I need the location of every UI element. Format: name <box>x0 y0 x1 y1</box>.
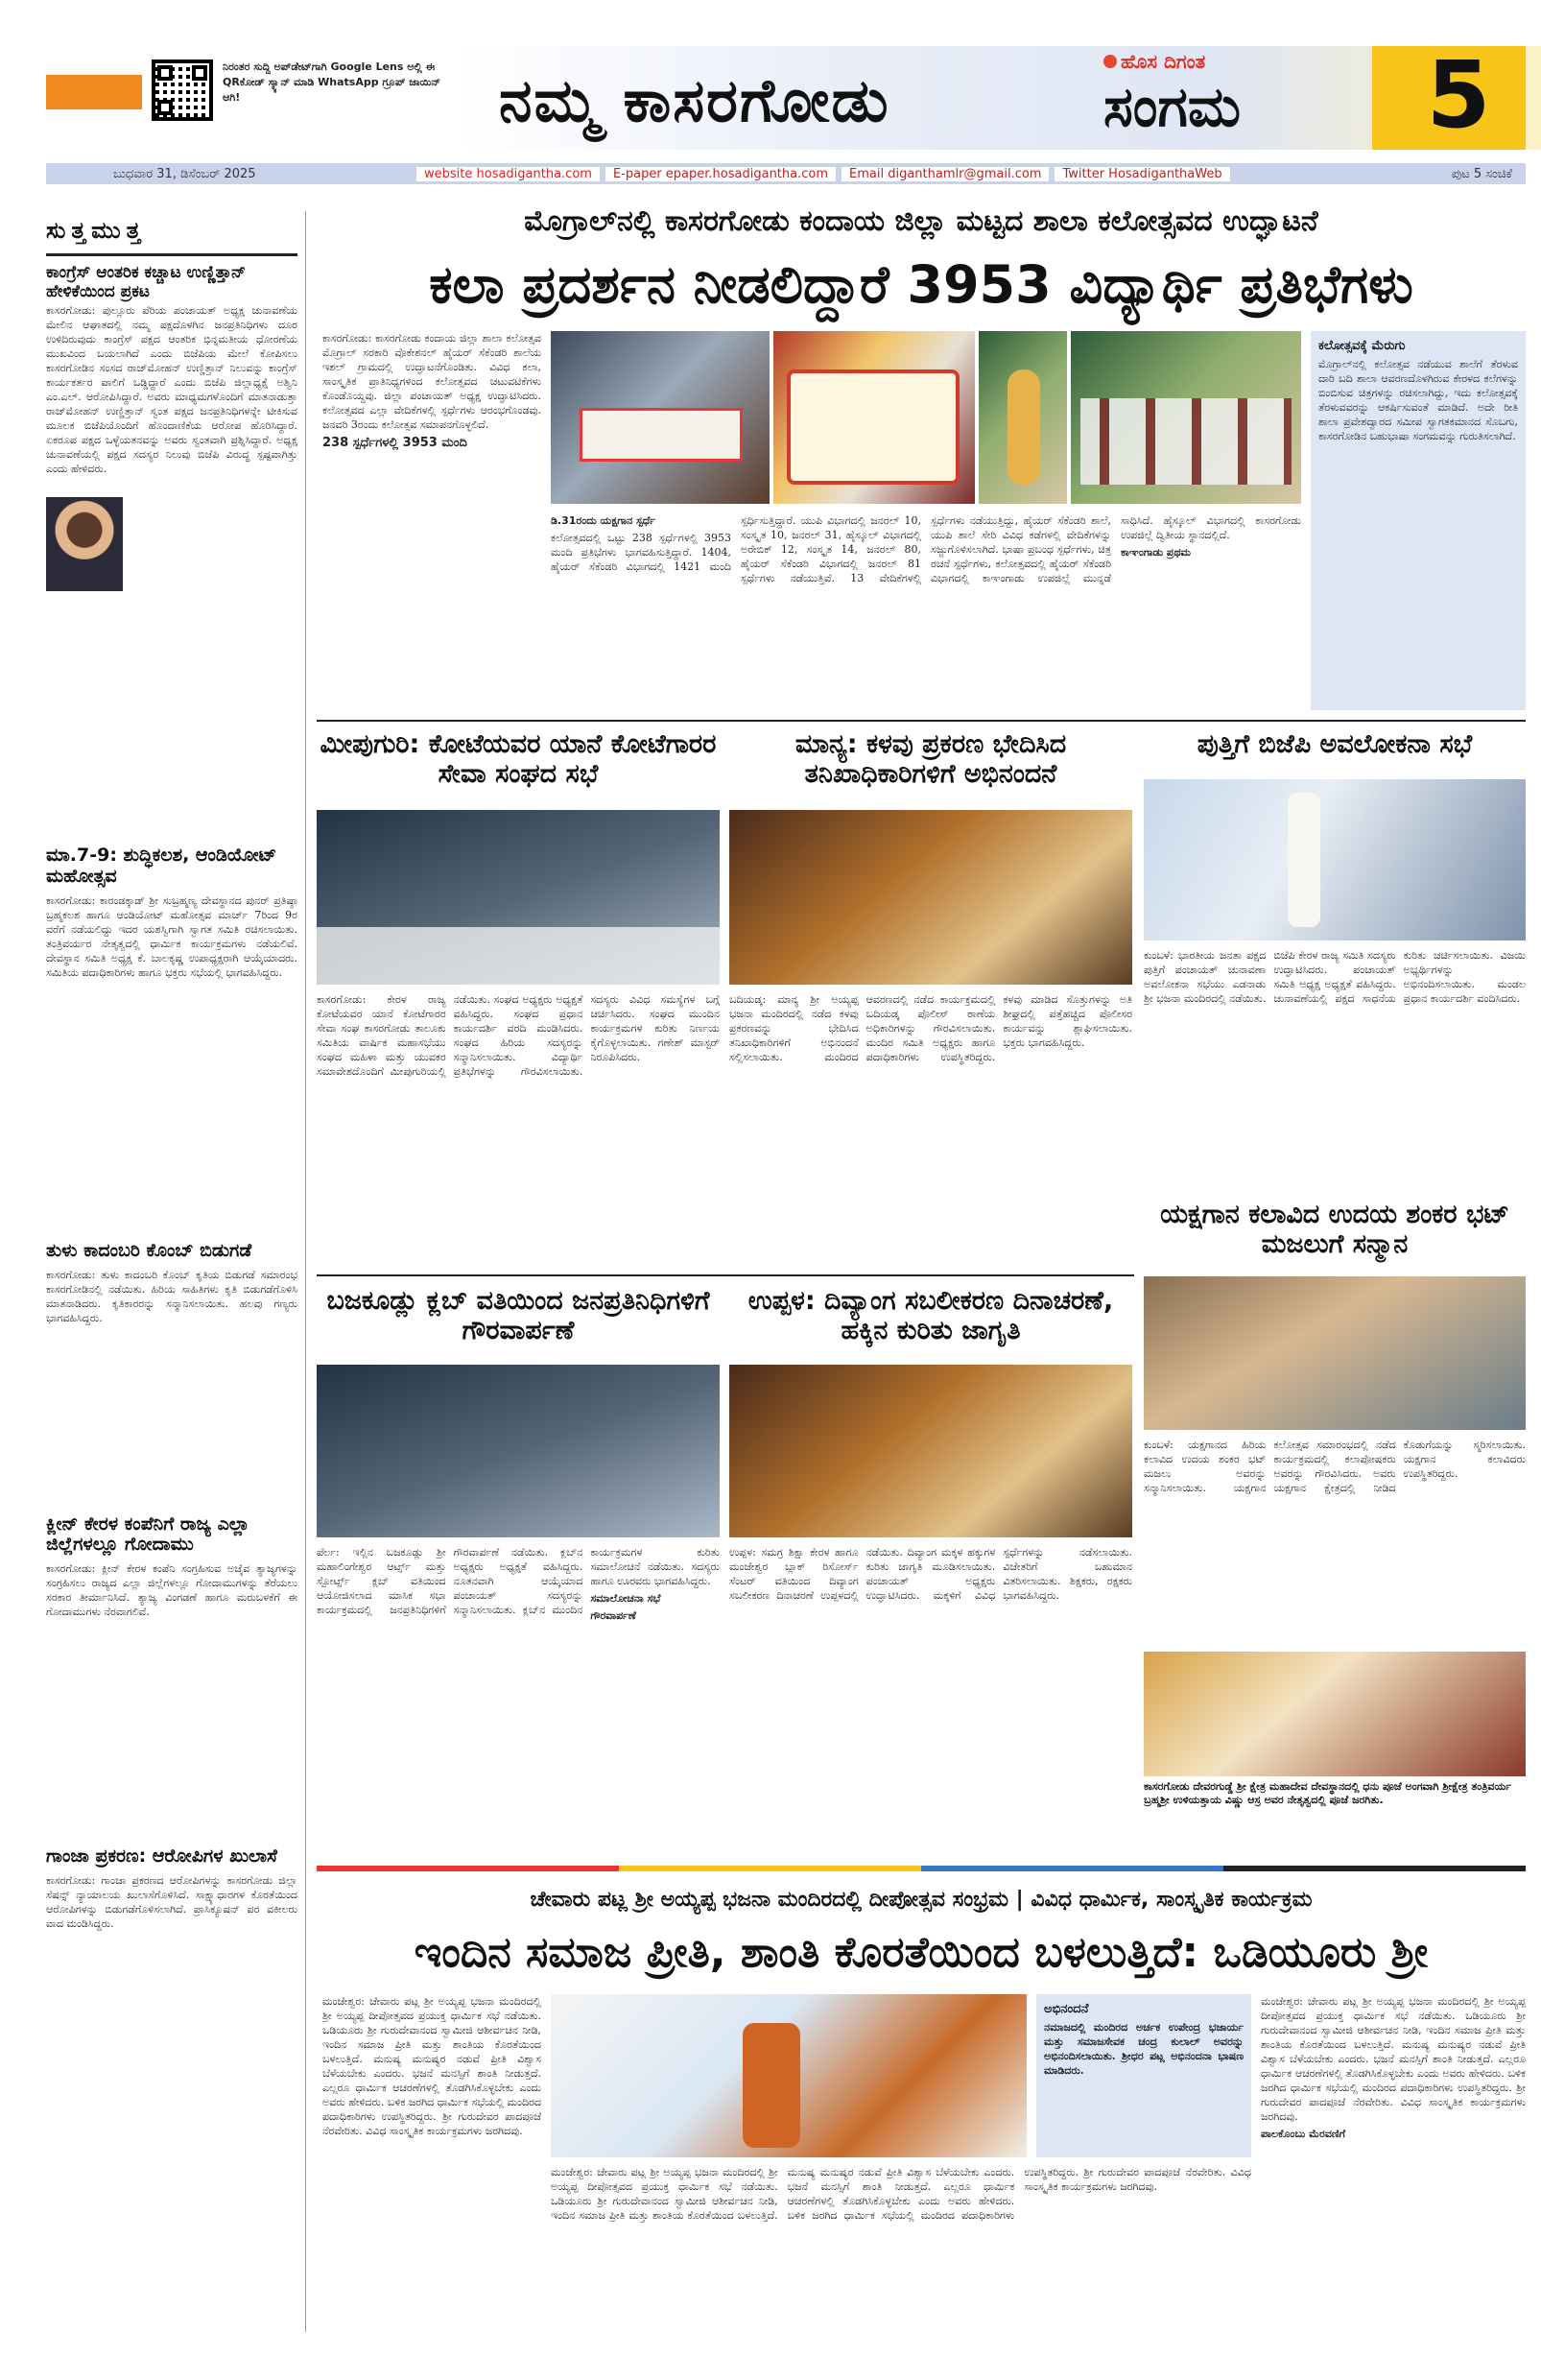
color-divider-bar <box>317 1866 1526 1871</box>
story-mipuguri <box>317 729 720 1267</box>
page-number: 5 <box>1426 41 1491 149</box>
story-uppala <box>729 1286 1132 1852</box>
lead-intro-text: ಕಾಸರಗೋಡು: ಕಾಸರಗೋಡು ಕಂದಾಯ ಜಿಲ್ಲಾ ಶಾಲಾ ಕಲೋತ್ಸವ ಮೊಗ್ರಾಲ್ ಸರಕಾರಿ ವೊಕೇಶನಲ್ ಹೈಯರ್ ಸೆಕೆಂಡರಿ ಶಾಲೆಯ ಇಶಲ್ ಗ್ರಾಮದಲ್ಲಿ ಉದ್ಘಾಟನೆಗೊಂಡಿತು. ವಿವಿಧ ಕಲಾ, ಸಾಂಸ್ಕೃತಿಕ ಪ್ರಾತಿನಿಧ್ಯಗಳಿಂದ ಕಲೋತ್ಸವದ ಚಟುವಟಿಕೆಗಳು ಕೊಂಡೊಯ್ದವು. ಜಿಲ್ಲಾ ಪಂಚಾಯತ್ ಅಧ್ಯಕ್ಷ ಉದ್ಘಾಟಿಸಿದರು. ಕಲೋತ್ಸವದ ಎಲ್ಲಾ ವೇದಿಕೆಗಳಲ್ಲಿ ಸ್ಪರ್ಧೆಗಳು ಆರಂಭಗೊಂಡವು. ಜನವರಿ 3ರಂದು ಕಲೋತ್ಸವ ಸಮಾಪನಗೊಳ್ಳಲಿದೆ. <box>322 332 541 431</box>
sidebar-story-body: ಕಾಸರಗೋಡು: ತುಳು ಕಾದಂಬರಿ ಕೊಂಬ್ ಕೃತಿಯ ಬಿಡುಗಡೆ ಸಮಾರಂಭ ಕಾಸರಗೋಡಿನಲ್ಲಿ ನಡೆಯಿತು. ಹಿರಿಯ ಸಾಹಿತಿಗಳು ಕೃತಿ ಬಿಡುಗಡೆಗೊಳಿಸಿ ಮಾತನಾಡಿದರು. ಕೃತಿಕಾರರನ್ನು ಸನ್ಮಾನಿಸಲಾಯಿತು. ಹಲವು ಗಣ್ಯರು ಭಾಗವಹಿಸಿದ್ದರು. <box>46 1268 297 1324</box>
lead-photo-procession <box>551 331 770 504</box>
sidebar-story-congress <box>46 264 297 836</box>
supplement-name: ಸಂಗಮ <box>1103 74 1242 139</box>
bottom-body-right <box>1261 1994 1526 2320</box>
twitter-link[interactable]: Twitter HosadiganthaWeb <box>1055 167 1229 181</box>
qr-code-icon <box>152 60 213 121</box>
paper-name: ಹೊಸ ದಿಗಂತ <box>1121 50 1206 73</box>
lead-photo-dancer <box>979 331 1067 504</box>
bottom-box-title: ಅಭಿನಂದನೆ <box>1044 2002 1089 2016</box>
story-subhead-meeting: ಸಮಾಲೋಚನಾ ಸಭೆ <box>590 1592 661 1605</box>
lead-photo-banner <box>773 331 975 504</box>
story-headline: ಉಪ್ಪಳ: ದಿವ್ಯಾಂಗ ಸಬಲೀಕರಣ ದಿನಾಚರಣೆ, ಹಕ್ಕಿನ ಕುರಿತು ಜಾಗೃತಿ <box>747 1286 1114 1346</box>
story-manya <box>729 729 1132 1267</box>
sidebar-story-body: ಕಾಸರಗೋಡು: ಪುಲ್ಲೂರು ಪೆರಿಯ ಪಂಚಾಯತ್ ಅಧ್ಯಕ್ಷ ಚುನಾವಣೆಯ ಮೇಲಿನ ಆಘಾತದಲ್ಲಿ ನಮ್ಮ ಪಕ್ಷದೊಳಗಿನ ಜನಪ್ರತಿನಿಧಿಗಳು ದೂರ ಉಳಿದಿರುವುದು ಕಾಂಗ್ರೆಸ್ ಪಕ್ಷದ ಆಂತರಿಕ ಭಿನ್ನಮತೀಯ ಧೋರಣೆಯ ಮುಖವಿಂದ ಬಯಲಾಗಿದೆ ಎಂದು ಬಿಜೆಪಿಯ ಮೇಲೆ ಕೋಪಿಸಲು ಕಾಸರಗೋಡಿನ ಸಂಸದ ರಾಜ್‌ಮೋಹನ್ ಉಣ್ಣಿತ್ತಾನ್ ನಿಲುವನ್ನು ಕಾಂಗ್ರೆಸ್ ಕಾರ್ಯಕರ್ತರ ಪಾಲಿಗೆ ಒಡ್ಡಿದ್ದಾರೆ ಎಂದು ಬಿಜೆಪಿ ಜಿಲ್ಲಾಧ್ಯಕ್ಷೆ ಅಶ್ವಿನಿ ಎಂ.ಎಲ್. ಆರೋಪಿಸಿದ್ದಾರೆ. ಅವರು ಮಾಧ್ಯಮಗಳೊಂದಿಗೆ ಮಾತನಾಡುತ್ತಾ ರಾಜ್‌ಮೋಹನ್ ಉಣ್ಣಿತ್ತಾನ್ ಸ್ವಂತ ಪಕ್ಷದ ಜನಪ್ರತಿನಿಧಿಗಳನ್ನೇ ಟೀಕಿಸುವ ಮೂಲಕ ಬಿಜೆಪಿಯೊಂದಿಗೆ ಹೊಂದಾಣಿಕೆಯ ಆರೋಪ ಹೊರಿಸಿದ್ದಾರೆ. ಏಕರೂಪ ಪಕ್ಷದ ಒಳ್ಳೆಯತನವನ್ನು ಅವರು ಸ್ವಂತವಾಗಿ ಪ್ರಶ್ನಿಸಿದ್ದಾರೆ. ಅಧ್ಯಕ್ಷ ಚುನಾವಣೆಯಲ್ಲಿ ಪಕ್ಷದ ಸದಸ್ಯರ ನಿಲುವು ಬಿಜೆಪಿ ವಿರುದ್ಧ ಸ್ಪಷ್ಟವಾಗಿತ್ತು ಎಂದು ಹೇಳಿದರು. <box>46 304 297 476</box>
story-photo <box>729 1365 1132 1537</box>
bottom-headline: ಇಂದಿನ ಸಮಾಜ ಪ್ರೀತಿ, ಶಾಂತಿ ಕೊರತೆಯಿಂದ ಬಳಲುತ್ತಿದೆ: ಒಡಿಯೂರು ಶ್ರೀ <box>414 1928 1429 1977</box>
sidebar-story-body: ಕಾಸರಗೋಡು: ಗಾಂಜಾ ಪ್ರಕರಣದ ಆರೋಪಿಗಳನ್ನು ಕಾಸರಗೋಡು ಜಿಲ್ಲಾ ಸೆಷನ್ಸ್ ನ್ಯಾಯಾಲಯ ಖುಲಾಸೆಗೊಳಿಸಿದೆ. ಸಾಕ್ಷ್ಯಾಧಾರಗಳ ಕೊರತೆಯಿಂದ ಆರೋಪಿಗಳನ್ನು ಬಿಡುಗಡೆಗೊಳಿಸಲಾಗಿದೆ. ಪ್ರಾಸಿಕ್ಯೂಷನ್ ಪರ ವಕೀಲರು ವಾದ ಮಂಡಿಸಿದ್ದರು. <box>46 1874 297 1931</box>
date-bar <box>46 163 1526 184</box>
lead-body <box>551 513 1301 710</box>
masthead <box>0 0 1541 158</box>
sidebar-header <box>46 211 297 250</box>
qr-promo-text: ನಿರಂತರ ಸುದ್ದಿ ಅಪ್‌ಡೇಟ್‌ಗಾಗಿ Google Lens ಅಲ್ಲಿ ಈ QRಕೋಡ್ ಸ್ಕ್ಯಾನ್ ಮಾಡಿ WhatsApp ಗ್ರೂಪ್ ಜಾಯಿನ್ ಆಗಿ! <box>223 60 441 104</box>
row2-rule <box>317 1274 1134 1276</box>
story-photo-pooja <box>1144 1652 1526 1776</box>
sidebar-story-body: ಕಾಸರಗೋಡು: ಕಾರಂಡಕ್ಕಾಡ್ ಶ್ರೀ ಸುಬ್ರಹ್ಮಣ್ಯ ದೇವಸ್ಥಾನದ ಪುನರ್ ಪ್ರತಿಷ್ಠಾ ಬ್ರಹ್ಮಕಲಶ ಹಾಗೂ ಆಂಡಿಯೋಟ್ ಮಹೋತ್ಸವ ಮಾರ್ಚ್ 7ರಿಂದ 9ರ ವರೆಗೆ ನಡೆಯಲಿದ್ದು ಇದರ ಯಶಸ್ವಿಗಾಗಿ ಸ್ವಾಗತ ಸಮಿತಿ ರಚಿಸಲಾಯಿತು. ತಂತ್ರಿವರ್ಯರ ನೇತೃತ್ವದಲ್ಲಿ ಧಾರ್ಮಿಕ ಕಾರ್ಯಕ್ರಮಗಳು ನಡೆಯಲಿವೆ. ದೇವಸ್ಥಾನ ಸಮಿತಿ ಅಧ್ಯಕ್ಷ ಕೆ. ಬಾಲಕೃಷ್ಣ ಉಪಾಧ್ಯಕ್ಷರಾಗಿ ಆಯ್ಕೆಯಾದರು. ಸಮಿತಿಯ ಪದಾಧಿಕಾರಿಗಳು ಹಾಗೂ ಭಕ್ತರು ಸಭೆಯಲ್ಲಿ ಭಾಗವಹಿಸಿದ್ದರು. <box>46 893 297 979</box>
lead-subhead-kanhangad: ಕಾಞಂಗಾಡು ಪ್ರಥಮ <box>1121 546 1192 559</box>
sidebar-story-title: ಕಾಂಗ್ರೆಸ್ ಆಂತರಿಕ ಕಚ್ಚಾಟ ಉಣ್ಣಿತ್ತಾನ್ ಹೇಳಿಕೆಯಿಂದ ಪ್ರಕಟ <box>46 263 247 301</box>
story-puttige <box>1144 729 1526 1190</box>
story-photo <box>729 810 1132 985</box>
lead-subhead-yakshagana: ಡಿ.31ರಂದು ಯಕ್ಷಗಾನ ಸ್ಪರ್ಧೆ <box>551 514 655 527</box>
sidebar-header-label: ಸುತ್ತಮುತ್ತ <box>46 217 147 244</box>
sidebar-story-clean-kerala <box>46 1514 297 1836</box>
bottom-box <box>1036 1994 1251 2157</box>
lead-photo-caption-box <box>1311 331 1526 710</box>
bottom-box-text: ನಮಾಜದಲ್ಲಿ ಮಂದಿರದ ಅರ್ಚಕ ಉಪೇಂದ್ರ ಭಜಾರ್ಯ ಮತ್ತು ಸಮಾಜಸೇವಕ ಚಂದ್ರ ಕುಲಾಲ್ ಅವರನ್ನು ಅಭಿನಂದಿಸಲಾಯಿತು. ಶ್ರೀಧರ ಪಟ್ಲ ಅಭಿನಂದನಾ ಭಾಷಣ ಮಾಡಿದರು. <box>1044 2021 1244 2077</box>
reporter-photo <box>46 497 123 591</box>
sidebar-story-title: ಮಾ.7-9: ಶುದ್ಧಿಕಲಶ, ಆಂಡಿಯೋಟ್ ಮಹೋತ್ಸವ <box>46 845 277 887</box>
story-photo <box>1144 779 1526 940</box>
sidebar-story-title: ಗಾಂಜಾ ಪ್ರಕರಣ: ಆರೋಪಿಗಳ ಖುಲಾಸೆ <box>46 1845 277 1868</box>
orange-tab <box>46 75 142 109</box>
story-subhead-honour: ಗೌರವಾರ್ಪಣೆ <box>590 1609 636 1622</box>
story-headline: ಮಾನ್ಯ: ಕಳವು ಪ್ರಕರಣ ಭೇದಿಸಿದ ತನಿಖಾಧಿಕಾರಿಗಳಿಗೆ ಅಭಿನಂದನೆ <box>794 729 1067 790</box>
story-body-text: ಪೆರ್ಲ: ಇಲ್ಲಿನ ಬಜಕೂಡ್ಲು ಶ್ರೀ ಮಹಾಲಿಂಗೇಶ್ವರ ಆರ್ಟ್ಸ್ ಮತ್ತು ಸ್ಪೋರ್ಟ್ಸ್ ಕ್ಲಬ್ ವತಿಯಿಂದ ಆಯೋಜಿಸಲಾದ ಮಾಸಿಕ ಸಭಾ ಕಾರ್ಯಕ್ರಮದಲ್ಲಿ ಜನಪ್ರತಿನಿಧಿಗಳಿಗೆ ಗೌರವಾರ್ಪಣೆ ನಡೆಯಿತು. ಕ್ಲಬ್‌ನ ಅಧ್ಯಕ್ಷರು ಅಧ್ಯಕ್ಷತೆ ವಹಿಸಿದ್ದರು. ನೂತನವಾಗಿ ಆಯ್ಕೆಯಾದ ಪಂಚಾಯತ್ ಸದಸ್ಯರನ್ನು ಸನ್ಮಾನಿಸಲಾಯಿತು. ಕ್ಲಬ್‌ನ ಮುಂದಿನ ಕಾರ್ಯಕ್ರಮಗಳ ಕುರಿತು ಸಮಾಲೋಚನೆ ನಡೆಯಿತು. ಸದಸ್ಯರು ಹಾಗೂ ಊರವರು ಭಾಗವಹಿಸಿದ್ದರು. <box>317 1546 720 1616</box>
lead-body-text: ಕಲೋತ್ಸವದಲ್ಲಿ ಒಟ್ಟು 238 ಸ್ಪರ್ಧೆಗಳಲ್ಲಿ 3953 ಮಂದಿ ಪ್ರತಿಭೆಗಳು ಭಾಗವಹಿಸುತ್ತಿದ್ದಾರೆ. 1404, ಹೈಯರ್ ಸೆಕೆಂಡರಿ ವಿಭಾಗದಲ್ಲಿ 1421 ಮಂದಿ ಸ್ಪರ್ಧಿಸುತ್ತಿದ್ದಾರೆ. ಯುಪಿ ವಿಭಾಗದಲ್ಲಿ ಜನರಲ್ 10, ಸಂಸ್ಕೃತ 10, ಜನರಲ್ 31, ಹೈಸ್ಕೂಲ್ ವಿಭಾಗದಲ್ಲಿ ಅರೇಬಿಕ್ 12, ಸಂಸ್ಕೃತ 14, ಜನರಲ್ 80, ಹೈಯರ್ ಸೆಕೆಂಡರಿ ವಿಭಾಗದಲ್ಲಿ ಜನರಲ್ 81 ಸ್ಪರ್ಧೆಗಳು ನಡೆಯುತ್ತಿವೆ. 13 ವೇದಿಕೆಗಳಲ್ಲಿ ಸ್ಪರ್ಧೆಗಳು ನಡೆಯುತ್ತಿದ್ದು, ಹೈಯರ್ ಸೆಕೆಂಡರಿ ಶಾಲೆ, ಯುಪಿ ಶಾಲೆ ಸೇರಿ ವಿವಿಧ ಕಡೆಗಳಲ್ಲಿ ವೇದಿಕೆಗಳನ್ನು ಸಜ್ಜುಗೊಳಿಸಲಾಗಿದೆ. ಭಾಷಾ ಪ್ರಬಂಧ ಸ್ಪರ್ಧೆಗಳು, ಚಿತ್ರ ರಚನೆ ಸ್ಪರ್ಧೆಗಳು, ಕಲೋತ್ಸವದಲ್ಲಿ ಹೈಯರ್ ಸೆಕೆಂಡರಿ ವಿಭಾಗದಲ್ಲಿ ಕಾಞಂಗಾಡು ಉಪಜಿಲ್ಲೆ ಮುನ್ನಡೆ ಸಾಧಿಸಿದೆ. ಹೈಸ್ಕೂಲ್ ವಿಭಾಗದಲ್ಲಿ ಕಾಸರಗೋಡು ಉಪಜಿಲ್ಲೆ ದ್ವಿತೀಯ ಸ್ಥಾನದಲ್ಲಿದೆ. <box>551 514 1301 584</box>
story-headline: ಯಕ್ಷಗಾನ ಕಲಾವಿದ ಉದಯ ಶಂಕರ ಭಟ್ ಮಜಲುಗೆ ಸನ್ಮಾನ <box>1160 1200 1509 1260</box>
story-photo-caption: ಕಾಸರಗೋಡು ದೇವರಗುಡ್ಡೆ ಶ್ರೀ ಕ್ಷೇತ್ರ ಮಹಾದೇವ ದೇವಸ್ಥಾನದಲ್ಲಿ ಧನು ಪೂಜೆ ಅಂಗವಾಗಿ ಶ್ರೀಕ್ಷೇತ್ರ ತಂತ್ರಿವರ್ಯ ಬ್ರಹ್ಮಶ್ರೀ ಉಳಿಯತ್ತಾಯ ವಿಷ್ಣು ಆಸ್ರ ಅವರ ನೇತೃತ್ವದಲ್ಲಿ ಪೂಜೆ ಜರಗಿತು. <box>1144 1780 1511 1806</box>
epaper-link[interactable]: E-paper epaper.hosadigantha.com <box>605 167 836 181</box>
bottom-body-lower: ಮಂಜೇಶ್ವರ: ಚೇವಾರು ಪಟ್ಲ ಶ್ರೀ ಅಯ್ಯಪ್ಪ ಭಜನಾ ಮಂದಿರದಲ್ಲಿ ಶ್ರೀ ಅಯ್ಯಪ್ಪ ದೀಪೋತ್ಸವದ ಪ್ರಯುಕ್ತ ಧಾರ್ಮಿಕ ಸಭೆ ನಡೆಯಿತು. ಒಡಿಯೂರು ಶ್ರೀ ಗುರುದೇವಾನಂದ ಸ್ವಾಮೀಜಿ ಆಶೀರ್ವಚನ ನೀಡಿ, ಇಂದಿನ ಸಮಾಜ ಪ್ರೀತಿ ಮತ್ತು ಶಾಂತಿಯ ಕೊರತೆಯಿಂದ ಬಳಲುತ್ತಿದೆ. ಮನುಷ್ಯ ಮನುಷ್ಯರ ನಡುವೆ ಪ್ರೀತಿ ವಿಶ್ವಾಸ ಬೆಳೆಯಬೇಕು ಎಂದರು. ಭಜನೆ ಮನಸ್ಸಿಗೆ ಶಾಂತಿ ನೀಡುತ್ತದೆ. ಎಲ್ಲರೂ ಧಾರ್ಮಿಕ ಆಚರಣೆಗಳಲ್ಲಿ ತೊಡಗಿಸಿಕೊಳ್ಳಬೇಕು ಎಂದು ಅವರು ಹೇಳಿದರು. ಬಳಿಕ ಜರಗಿದ ಧಾರ್ಮಿಕ ಸಭೆಯಲ್ಲಿ ಮಂದಿರದ ಪದಾಧಿಕಾರಿಗಳು ಉಪಸ್ಥಿತರಿದ್ದರು. ಶ್ರೀ ಗುರುದೇವರ ಪಾದಪೂಜೆ ನೆರವೇರಿತು. ವಿವಿಧ ಸಾಂಸ್ಕೃತಿಕ ಕಾರ್ಯಕ್ರಮಗಳು ಜರಗಿದವು. <box>551 2166 1251 2222</box>
sidebar-story-shuddhikalasha <box>46 845 297 1229</box>
sidebar-story-title: ತುಳು ಕಾದಂಬರಿ ಕೊಂಬ್ ಬಿಡುಗಡೆ <box>46 1239 252 1261</box>
story-body <box>317 1545 720 1833</box>
story-headline: ಪುತ್ತಿಗೆ ಬಿಜೆಪಿ ಅವಲೋಕನಾ ಸಭೆ <box>1197 729 1473 759</box>
sidebar-story-ganja <box>46 1846 297 2080</box>
bottom-kicker: ಚೇವಾರು ಪಟ್ಲ ಶ್ರೀ ಅಯ್ಯಪ್ಪ ಭಜನಾ ಮಂದಿರದಲ್ಲಿ ದೀಪೋತ್ಸವ ಸಂಭ್ರಮ | ವಿವಿಧ ಧಾರ್ಮಿಕ, ಸಾಂಸ್ಕೃತಿಕ ಕಾರ್ಯಕ್ರಮ <box>530 1888 1313 1912</box>
story-headline: ಬಜಕೂಡ್ಲು ಕ್ಲಬ್ ವತಿಯಿಂದ ಜನಪ್ರತಿನಿಧಿಗಳಿಗೆ ಗೌರವಾರ್ಪಣೆ <box>326 1286 710 1346</box>
website-link[interactable]: website hosadigantha.com <box>416 167 600 181</box>
date-text: ಬುಧವಾರ 31, ಡಿಸೆಂಬರ್ 2025 <box>113 166 256 181</box>
lead-bottom-rule <box>317 720 1526 722</box>
section-title: ನಮ್ಮ ಕಾಸರಗೋಡು <box>499 65 890 135</box>
story-yakshagana <box>1144 1200 1526 1852</box>
story-bajakudlu <box>317 1286 720 1852</box>
story-body: ಬದಿಯಡ್ಕ: ಮಾನ್ಯ ಶ್ರೀ ಅಯ್ಯಪ್ಪ ಭಜನಾ ಮಂದಿರದಲ್ಲಿ ನಡೆದ ಕಳವು ಪ್ರಕರಣವನ್ನು ಭೇದಿಸಿದ ತನಿಖಾಧಿಕಾರಿಗಳಿಗೆ ಅಭಿನಂದನೆ ಸಲ್ಲಿಸಲಾಯಿತು. ಮಂದಿರದ ಆವರಣದಲ್ಲಿ ನಡೆದ ಕಾರ್ಯಕ್ರಮದಲ್ಲಿ ಬದಿಯಡ್ಕ ಪೊಲೀಸ್ ಠಾಣೆಯ ಅಧಿಕಾರಿಗಳನ್ನು ಗೌರವಿಸಲಾಯಿತು. ಮಂದಿರ ಸಮಿತಿ ಅಧ್ಯಕ್ಷರು ಹಾಗೂ ಪದಾಧಿಕಾರಿಗಳು ಉಪಸ್ಥಿತರಿದ್ದರು. ಕಳವು ಮಾಡಿದ ಸೊತ್ತುಗಳನ್ನು ಅತಿ ಶೀಘ್ರದಲ್ಲಿ ಪತ್ತೆಹಚ್ಚಿದ ಪೊಲೀಸರ ಕಾರ್ಯವನ್ನು ಶ್ಲಾಘಿಸಲಾಯಿತು. ಭಕ್ತರು ಭಾಗವಹಿಸಿದ್ದರು. <box>729 993 1132 1063</box>
logo-sun-icon <box>1103 55 1117 68</box>
story-body: ಉಪ್ಪಳ: ಸಮಗ್ರ ಶಿಕ್ಷಾ ಕೇರಳ ಹಾಗೂ ಮಂಜೇಶ್ವರ ಬ್ಲಾಕ್ ರಿಸೋರ್ಸ್ ಸೆಂಟರ್ ವತಿಯಿಂದ ದಿವ್ಯಾಂಗ ಸಬಲೀಕರಣ ದಿನಾಚರಣೆ ಉಪ್ಪಳದಲ್ಲಿ ನಡೆಯಿತು. ದಿವ್ಯಾಂಗ ಮಕ್ಕಳ ಹಕ್ಕುಗಳ ಕುರಿತು ಜಾಗೃತಿ ಮೂಡಿಸಲಾಯಿತು. ಪಂಚಾಯತ್ ಅಧ್ಯಕ್ಷರು ಉದ್ಘಾಟಿಸಿದರು. ಮಕ್ಕಳಿಗೆ ವಿವಿಧ ಸ್ಪರ್ಧೆಗಳನ್ನು ನಡೆಸಲಾಯಿತು. ವಿಜೇತರಿಗೆ ಬಹುಮಾನ ವಿತರಿಸಲಾಯಿತು. ಶಿಕ್ಷಕರು, ರಕ್ಷಕರು ಭಾಗವಹಿಸಿದ್ದರು. <box>729 1546 1132 1602</box>
sidebar-story-tulu-novel <box>46 1241 297 1503</box>
story-headline: ಮೀಪುಗುರಿ: ಕೋಟೆಯವರ ಯಾನೆ ಕೋಟೆಗಾರರ ಸೇವಾ ಸಂಘದ ಸಭೆ <box>320 729 717 790</box>
bottom-subhead: ಪಾಲಕೊಂಬು ಮೆರವಣಿಗೆ <box>1261 2128 1346 2140</box>
pages-count: ಪುಟ 5 ಸಂಚಿಕೆ <box>1451 166 1512 181</box>
story-photo <box>317 810 720 985</box>
paper-logo <box>1103 50 1363 150</box>
bottom-body-right-text: ಮಂಜೇಶ್ವರ: ಚೇವಾರು ಪಟ್ಲ ಶ್ರೀ ಅಯ್ಯಪ್ಪ ಭಜನಾ ಮಂದಿರದಲ್ಲಿ ಶ್ರೀ ಅಯ್ಯಪ್ಪ ದೀಪೋತ್ಸವದ ಪ್ರಯುಕ್ತ ಧಾರ್ಮಿಕ ಸಭೆ ನಡೆಯಿತು. ಒಡಿಯೂರು ಶ್ರೀ ಗುರುದೇವಾನಂದ ಸ್ವಾಮೀಜಿ ಆಶೀರ್ವಚನ ನೀಡಿ, ಇಂದಿನ ಸಮಾಜ ಪ್ರೀತಿ ಮತ್ತು ಶಾಂತಿಯ ಕೊರತೆಯಿಂದ ಬಳಲುತ್ತಿದೆ. ಮನುಷ್ಯ ಮನುಷ್ಯರ ನಡುವೆ ಪ್ರೀತಿ ವಿಶ್ವಾಸ ಬೆಳೆಯಬೇಕು ಎಂದರು. ಭಜನೆ ಮನಸ್ಸಿಗೆ ಶಾಂತಿ ನೀಡುತ್ತದೆ. ಎಲ್ಲರೂ ಧಾರ್ಮಿಕ ಆಚರಣೆಗಳಲ್ಲಿ ತೊಡಗಿಸಿಕೊಳ್ಳಬೇಕು ಎಂದು ಅವರು ಹೇಳಿದರು. ಬಳಿಕ ಜರಗಿದ ಧಾರ್ಮಿಕ ಸಭೆಯಲ್ಲಿ ಮಂದಿರದ ಪದಾಧಿಕಾರಿಗಳು ಉಪಸ್ಥಿತರಿದ್ದರು. ಶ್ರೀ ಗುರುದೇವರ ಪಾದಪೂಜೆ ನೆರವೇರಿತು. ವಿವಿಧ ಸಾಂಸ್ಕೃತಿಕ ಕಾರ್ಯಕ್ರಮಗಳು ಜರಗಿದವು. <box>1261 1995 1526 2123</box>
sidebar-divider <box>305 211 306 2332</box>
email-link[interactable]: Email diganthamlr@gmail.com <box>842 167 1049 181</box>
story-body: ಕುಂಬಳೆ: ಭಾರತೀಯ ಜನತಾ ಪಕ್ಷದ ಪುತ್ತಿಗೆ ಪಂಚಾಯತ್ ಚುನಾವಣಾ ಅವಲೋಕನಾ ಸಭೆಯು ಎಡನಾಡು ಶ್ರೀ ಭಜನಾ ಮಂದಿರದಲ್ಲಿ ನಡೆಯಿತು. ಬಿಜೆಪಿ ಕೇರಳ ರಾಜ್ಯ ಸಮಿತಿ ಸದಸ್ಯರು ಉದ್ಘಾಟಿಸಿದರು. ಪಂಚಾಯತ್ ಸಮಿತಿ ಅಧ್ಯಕ್ಷ ಅಧ್ಯಕ್ಷತೆ ವಹಿಸಿದ್ದರು. ಚುನಾವಣೆಯಲ್ಲಿ ಪಕ್ಷದ ಸಾಧನೆಯ ಕುರಿತು ಚರ್ಚಿಸಲಾಯಿತು. ವಿಜಯಿ ಅಭ್ಯರ್ಥಿಗಳನ್ನು ಅಭಿನಂದಿಸಲಾಯಿತು. ಮಂಡಲ ಪ್ರಧಾನ ಕಾರ್ಯದರ್ಶಿ ವಂದಿಸಿದರು. <box>1144 949 1526 1005</box>
story-photo <box>1144 1276 1526 1430</box>
lead-photo-caption-text: ಮೊಗ್ರಾಲ್‌ನಲ್ಲಿ ಕಲೋತ್ಸವ ನಡೆಯುವ ಶಾಲೆಗೆ ತೆರಳುವ ದಾರಿ ಬದಿ ಶಾಲಾ ಆವರಣದೊಳಗಿರುವ ಕೇರಳದ ಕಲೆಗಳನ್ನು ಬಿಂಬಿಸುವ ಚಿತ್ರಗಳನ್ನು ರಚಿಸಲಾಗಿದ್ದು, ಇದು ಕಲೋತ್ಸವಕ್ಕೆ ತೆರಳುವವರನ್ನು ಆಕರ್ಷಿಸುವಂತೆ ಮಾಡಿದೆ. ಅದೇ ರೀತಿ ಶಾಲಾ ಪ್ರವೇಶದ್ವಾರದ ಸಮೀಪ ಸ್ವಾಗತಕಮಾನದ ಸೊಬಗು, ಕಾಸರಗೋಡಿನ ಬಹುಭಾಷಾ ಸಂಗಮವನ್ನು ಗುರುತಿಸಲಾಗಿದೆ. <box>1318 358 1518 442</box>
lead-intro <box>322 331 541 710</box>
story-body: ಕುಂಬಳೆ: ಯಕ್ಷಗಾನದ ಹಿರಿಯ ಕಲಾವಿದ ಉದಯ ಶಂಕರ ಭಟ್ ಮಜಲು ಅವರನ್ನು ಸನ್ಮಾನಿಸಲಾಯಿತು. ಯಕ್ಷಗಾನ ಕಲೋತ್ಸವ ಸಮಾರಂಭದಲ್ಲಿ ನಡೆದ ಕಾರ್ಯಕ್ರಮದಲ್ಲಿ ಕಲಾಪೋಷಕರು ಅವರನ್ನು ಗೌರವಿಸಿದರು. ಅವರು ಯಕ್ಷಗಾನ ಕ್ಷೇತ್ರದಲ್ಲಿ ನೀಡಿದ ಕೊಡುಗೆಯನ್ನು ಸ್ಮರಿಸಲಾಯಿತು. ಯಕ್ಷಗಾನ ಕಲಾವಿದರು ಉಪಸ್ಥಿತರಿದ್ದರು. <box>1144 1439 1526 1494</box>
sidebar-story-title: ಕ್ಲೀನ್ ಕೇರಳ ಕಂಪೆನಿಗೆ ರಾಜ್ಯ ಎಲ್ಲಾ ಜಿಲ್ಲೆಗಳಲ್ಲೂ ಗೋದಾಮು <box>46 1512 250 1556</box>
sidebar-story-body: ಕಾಸರಗೋಡು: ಕ್ಲೀನ್ ಕೇರಳ ಕಂಪೆನಿ ಸಂಗ್ರಹಿಸುವ ಅಜೈವ ತ್ಯಾಜ್ಯಗಳನ್ನು ಸಂಗ್ರಹಿಸಲು ರಾಜ್ಯದ ಎಲ್ಲಾ ಜಿಲ್ಲೆಗಳಲ್ಲೂ ಗೋದಾಮುಗಳನ್ನು ತೆರೆಯಲು ಸರಕಾರ ತೀರ್ಮಾನಿಸಿದೆ. ತ್ಯಾಜ್ಯ ವಿಂಗಡಣೆ ಹಾಗೂ ಮರುಬಳಕೆಗೆ ಈ ಗೋದಾಮುಗಳು ನೆರವಾಗಲಿವೆ. <box>46 1562 297 1619</box>
lead-headline: ಕಲಾ ಪ್ರದರ್ಶನ ನೀಡಲಿದ್ದಾರೆ 3953 ವಿದ್ಯಾರ್ಥಿ ಪ್ರತಿಭೆಗಳು <box>429 254 1413 315</box>
bottom-body-left: ಮಂಜೇಶ್ವರ: ಚೇವಾರು ಪಟ್ಲ ಶ್ರೀ ಅಯ್ಯಪ್ಪ ಭಜನಾ ಮಂದಿರದಲ್ಲಿ ಶ್ರೀ ಅಯ್ಯಪ್ಪ ದೀಪೋತ್ಸವದ ಪ್ರಯುಕ್ತ ಧಾರ್ಮಿಕ ಸಭೆ ನಡೆಯಿತು. ಒಡಿಯೂರು ಶ್ರೀ ಗುರುದೇವಾನಂದ ಸ್ವಾಮೀಜಿ ಆಶೀರ್ವಚನ ನೀಡಿ, ಇಂದಿನ ಸಮಾಜ ಪ್ರೀತಿ ಮತ್ತು ಶಾಂತಿಯ ಕೊರತೆಯಿಂದ ಬಳಲುತ್ತಿದೆ. ಮನುಷ್ಯ ಮನುಷ್ಯರ ನಡುವೆ ಪ್ರೀತಿ ವಿಶ್ವಾಸ ಬೆಳೆಯಬೇಕು ಎಂದರು. ಭಜನೆ ಮನಸ್ಸಿಗೆ ಶಾಂತಿ ನೀಡುತ್ತದೆ. ಎಲ್ಲರೂ ಧಾರ್ಮಿಕ ಆಚರಣೆಗಳಲ್ಲಿ ತೊಡಗಿಸಿಕೊಳ್ಳಬೇಕು ಎಂದು ಅವರು ಹೇಳಿದರು. ಬಳಿಕ ಜರಗಿದ ಧಾರ್ಮಿಕ ಸಭೆಯಲ್ಲಿ ಮಂದಿರದ ಪದಾಧಿಕಾರಿಗಳು ಉಪಸ್ಥಿತರಿದ್ದರು. ಶ್ರೀ ಗುರುದೇವರ ಪಾದಪೂಜೆ ನೆರವೇರಿತು. ವಿವಿಧ ಸಾಂಸ್ಕೃತಿಕ ಕಾರ್ಯಕ್ರಮಗಳು ಜರಗಿದವು. <box>322 1995 541 2137</box>
lead-kicker: ಮೊಗ್ರಾಲ್‌ನಲ್ಲಿ ಕಾಸರಗೋಡು ಕಂದಾಯ ಜಿಲ್ಲಾ ಮಟ್ಟದ ಶಾಲಾ ಕಲೋತ್ಸವದ ಉದ್ಘಾಟನೆ <box>524 204 1318 238</box>
story-photo <box>317 1365 720 1537</box>
lead-photo-caption-title: ಕಲೋತ್ಸವಕ್ಕೆ ಮೆರುಗು <box>1318 339 1406 353</box>
sidebar <box>46 211 297 2332</box>
lead-photo-performers <box>1071 331 1301 504</box>
lead-subhead-count: 238 ಸ್ಪರ್ಧೆಗಳಲ್ಲಿ 3953 ಮಂದಿ <box>322 436 467 450</box>
bottom-photo <box>551 1994 1027 2157</box>
story-body: ಕಾಸರಗೋಡು: ಕೇರಳ ರಾಜ್ಯ ಕೋಟೆಯವರ ಯಾನೆ ಕೋಟೆಗಾರರ ಸೇವಾ ಸಂಘ ಕಾಸರಗೋಡು ತಾಲೂಕು ಸಮಿತಿಯ ವಾರ್ಷಿಕ ಮಹಾಸಭೆಯು ಸಂಘದ ಮಹಿಳಾ ಮತ್ತು ಯುವಕರ ಸಮಾವೇಶದೊಂದಿಗೆ ಮೀಪುಗುರಿಯಲ್ಲಿ ನಡೆಯಿತು. ಸಂಘದ ಅಧ್ಯಕ್ಷರು ಅಧ್ಯಕ್ಷತೆ ವಹಿಸಿದ್ದರು. ಸಂಘದ ಪ್ರಧಾನ ಕಾರ್ಯದರ್ಶಿ ವರದಿ ಮಂಡಿಸಿದರು. ಸಂಘದ ಹಿರಿಯ ಸದಸ್ಯರನ್ನು ಸನ್ಮಾನಿಸಲಾಯಿತು. ವಿದ್ಯಾರ್ಥಿ ಪ್ರತಿಭೆಗಳನ್ನು ಗೌರವಿಸಲಾಯಿತು. ಸದಸ್ಯರು ವಿವಿಧ ಸಮಸ್ಯೆಗಳ ಬಗ್ಗೆ ಚರ್ಚಿಸಿದರು. ಸಂಘದ ಮುಂದಿನ ಕಾರ್ಯಕ್ರಮಗಳ ಕುರಿತು ನಿರ್ಣಯ ಕೈಗೊಳ್ಳಲಾಯಿತು. ಗಣೇಶ್ ಮಾಸ್ಟರ್ ನಿರೂಪಿಸಿದರು. <box>317 993 720 1078</box>
